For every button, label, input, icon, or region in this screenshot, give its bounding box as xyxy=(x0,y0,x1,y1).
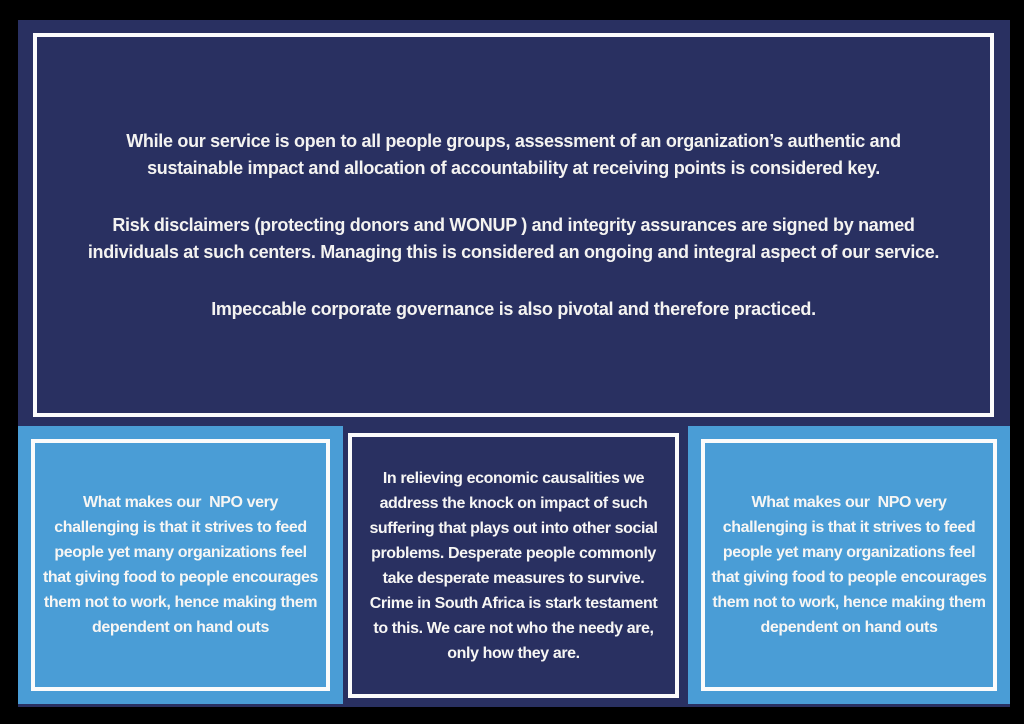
governance-paragraph-service-open: While our service is open to all people groups, assessment of an organization’s authentic and sustainable impact and allocation of accountability at receiving points is considered key. xyxy=(126,130,901,178)
npo-challenge-text-right: What makes our NPO very challenging is that it strives to feed people yet many organizations feel that giving food to people encourages them not to work, hence making them dependent on hand outs xyxy=(711,494,991,636)
slide-canvas xyxy=(18,20,1010,707)
economic-causalities-text: In relieving economic causalities we address the knock on impact of such suffering that plays out into other social problems. Desperate people commonly take desperate measures to survive. Crime in South Africa is stark testament to this. We care not who the needy are, only how they are. xyxy=(369,469,662,662)
economic-causalities-panel xyxy=(348,433,679,698)
npo-challenge-panel-right-border xyxy=(701,439,997,691)
governance-paragraph-corporate-governance: Impeccable corporate governance is also pivotal and therefore practiced. xyxy=(211,298,816,319)
governance-paragraph-risk-disclaimers: Risk disclaimers (protecting donors and WONUP ) and integrity assurances are signed by named individuals at such centers. Managing this is considered an ongoing and integral aspect of our service. xyxy=(87,214,940,262)
governance-panel xyxy=(33,33,994,417)
npo-challenge-panel-right xyxy=(688,426,1010,704)
npo-challenge-panel-left xyxy=(18,426,343,704)
npo-challenge-text-left: What makes our NPO very challenging is that it strives to feed people yet many organizations feel that giving food to people encourages them not to work, hence making them dependent on hand outs xyxy=(43,494,323,636)
npo-challenge-panel-left-border xyxy=(31,439,330,691)
